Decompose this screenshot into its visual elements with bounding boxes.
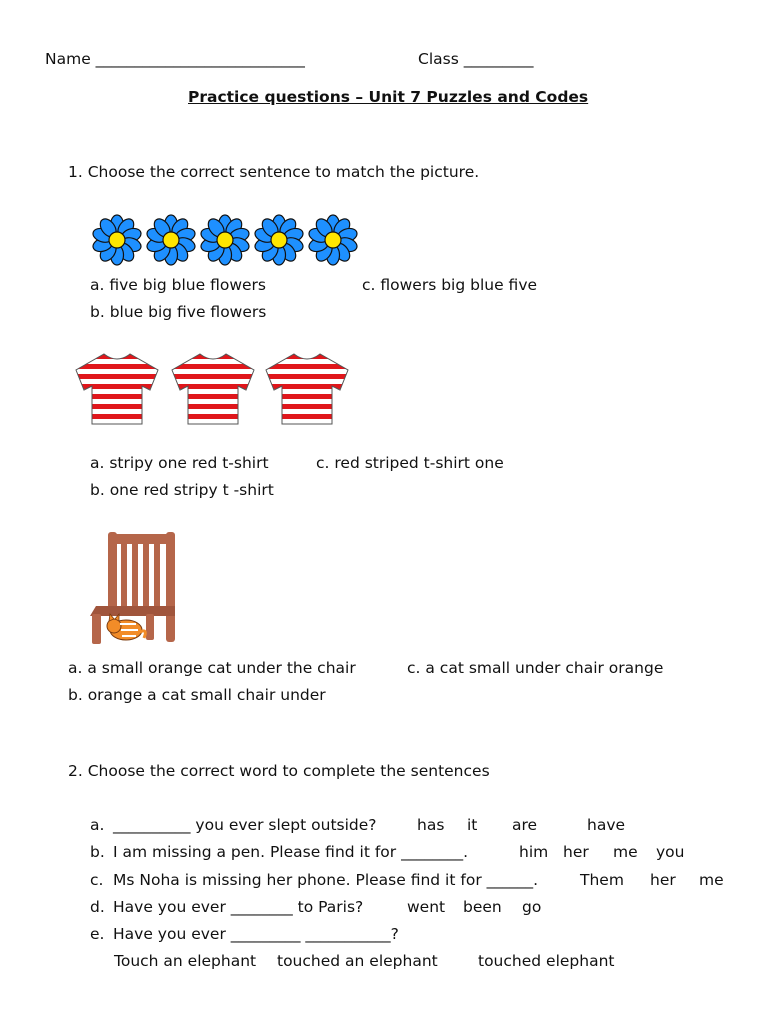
name-field-label: Name ___________________________ xyxy=(45,50,305,68)
q2-item-e-choice: Touch an elephant xyxy=(114,952,257,970)
tshirt-icon xyxy=(74,354,164,424)
flower-icon xyxy=(307,215,359,265)
flower-icon xyxy=(145,215,197,265)
q2-item-a-choice: have xyxy=(587,816,626,834)
q2-item-d-label: d. xyxy=(90,898,105,916)
flowers-option-b: b. blue big five flowers xyxy=(90,303,267,321)
flowers-option-a: a. five big blue flowers xyxy=(90,276,267,294)
q2-item-b-choice: him xyxy=(519,843,549,861)
q2-item-a-choice: are xyxy=(512,816,538,834)
chair-option-b: b. orange a cat small chair under xyxy=(68,686,326,704)
flower-icon xyxy=(253,215,305,265)
question-2-prompt: 2. Choose the correct word to complete the sentences xyxy=(68,762,490,780)
q2-item-d-choice: been xyxy=(463,898,502,916)
q2-item-d-choice: went xyxy=(407,898,446,916)
question-1-prompt: 1. Choose the correct sentence to match the picture. xyxy=(68,163,480,181)
q2-item-e-text: Have you ever _________ ___________? xyxy=(113,925,399,943)
q2-item-e-label: e. xyxy=(90,925,105,943)
chair-option-c: c. a cat small under chair orange xyxy=(407,659,664,677)
chair-option-a: a. a small orange cat under the chair xyxy=(68,659,356,677)
tshirts-option-a: a. stripy one red t-shirt xyxy=(90,454,269,472)
tshirts-picture xyxy=(74,350,364,430)
q2-item-e-choice: touched an elephant xyxy=(277,952,438,970)
q2-item-c-choice: me xyxy=(699,871,724,889)
q2-item-b-choice: me xyxy=(613,843,638,861)
q2-item-c-choice: her xyxy=(650,871,676,889)
q2-item-a-label: a. xyxy=(90,816,105,834)
tshirt-icon xyxy=(170,354,260,424)
q2-item-c-label: c. xyxy=(90,871,104,889)
cat-icon xyxy=(107,614,145,640)
q2-item-a-choice: it xyxy=(467,816,478,834)
q2-item-b-label: b. xyxy=(90,843,105,861)
tshirts-option-c: c. red striped t-shirt one xyxy=(316,454,504,472)
class-field-label: Class _________ xyxy=(418,50,534,68)
q2-item-b-text: I am missing a pen. Please find it for ________. xyxy=(113,843,469,861)
tshirts-option-b: b. one red stripy t -shirt xyxy=(90,481,274,499)
flowers-option-c: c. flowers big blue five xyxy=(362,276,538,294)
q2-item-c-text: Ms Noha is missing her phone. Please find it for ______. xyxy=(113,871,539,889)
chair-cat-picture xyxy=(88,528,188,648)
q2-item-a-choice: has xyxy=(417,816,445,834)
flower-icon xyxy=(91,215,143,265)
q2-item-b-choice: you xyxy=(656,843,685,861)
q2-item-c-choice: Them xyxy=(580,871,624,889)
q2-item-d-choice: go xyxy=(522,898,542,916)
flower-icon xyxy=(199,215,251,265)
q2-item-b-choice: her xyxy=(563,843,589,861)
worksheet-title: Practice questions – Unit 7 Puzzles and Codes xyxy=(188,88,589,106)
tshirt-icon xyxy=(264,354,354,424)
q2-item-a-text: __________ you ever slept outside? xyxy=(113,816,377,834)
q2-item-d-text: Have you ever ________ to Paris? xyxy=(113,898,364,916)
flowers-picture xyxy=(88,210,368,270)
q2-item-e-choice: touched elephant xyxy=(478,952,615,970)
